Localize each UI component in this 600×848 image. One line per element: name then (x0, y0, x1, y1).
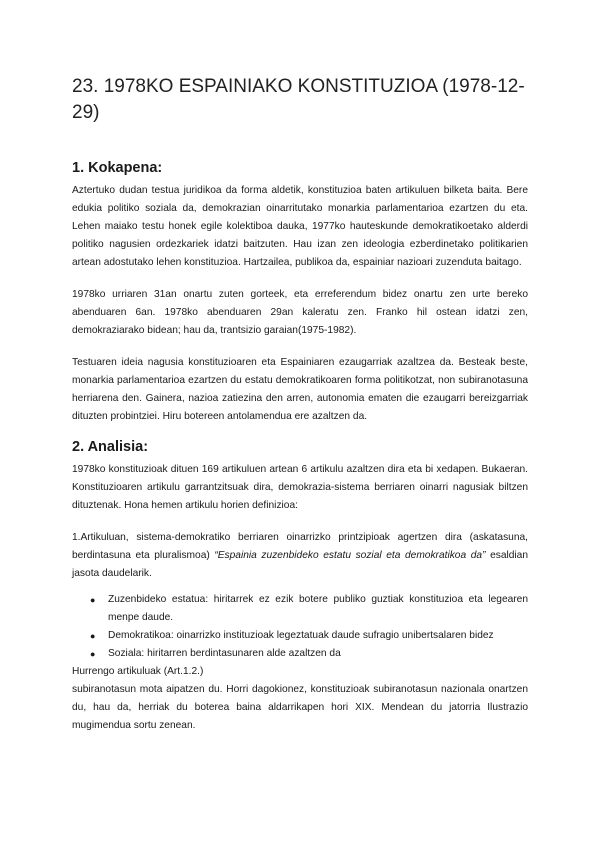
paragraph-analisia-sovereignty: subiranotasun mota aipatzen du. Horri dagokionez, konstituzioak subiranotasun nazionala onartzen du, hau da, herriak du boterea baina aldarrikapen hori XIX. Mendean du jatorria Ilustrazio mugimendua sortu zenean. (72, 684, 528, 731)
paragraph-analisia-1: 1978ko konstituzioak dituen 169 artikuluen artean 6 artikulu azaltzen dira eta bi xedapen. Bukaeran. Konstituzioaren artikulu garrantzitsuak dira, demokrazia-sistema berriaren oinarri nagusiak biltzen dituztenak. Hona hemen artikulu horien definizioa: (72, 464, 528, 511)
paragraph-kokapena-3: Testuaren ideia nagusia konstituzioaren eta Espainiaren ezaugarriak azaltzea da. Besteak beste, monarkia parlamentarioa ezartzen du estatu demokratikoaren forma politikotzat, non subiranotasuna herriarena den. Gainera, nazioa zatiezina den arren, autonomia ematen die ezaugarri bereizgarriak dituzten probintziei. Hiru botereen antolamendua ere azaltzen da. (72, 357, 528, 422)
article1-quote: “Espainia zuzenbideko estatu sozial eta demokratikoa da” (214, 550, 486, 561)
paragraph-analisia-article1 (72, 529, 528, 583)
bullet-icon: ● (90, 595, 96, 605)
bullet-icon: ● (90, 631, 96, 641)
list-item: ● Soziala: hiritarren berdintasunaren alde azaltzen da (72, 645, 528, 663)
section-heading-kokapena: 1. Kokapena: (72, 160, 163, 176)
list-item: ● Zuzenbideko estatua: hiritarrek ez ezik botere publiko guztiak konstituzioa eta legearen menpe daude. (72, 591, 528, 627)
bullet-icon: ● (90, 649, 96, 659)
article1-text-start: 1.Artikuluan, sistema-demokratiko berriaren oinarrizko printzipioak agertzen dira (askatasuna, berdintasuna eta pluralismoa) (72, 532, 528, 561)
paragraph-kokapena-1: Aztertuko dudan testua juridikoa da forma aldetik, konstituzioa baten artikuluen bilketa baita. Bere edukia politiko soziala da, demokrazian oinarritutako monarkia parlamentarioa ezartzen du eta. Lehen maiako testu honek egile kolektiboa dauka, 1977ko hauteskunde demokratikoetako alderdi politiko nagusien ordezkariek idatzi baitzuten. Hau izan zen ideologia ezberdinetako politikarien artean adostutako lehen konstituzioa. Hartzailea, publikoa da, espainiar nazioari zuzenduta baitago. (72, 185, 528, 268)
paragraph-kokapena-2: 1978ko urriaren 31an onartu zuten gorteek, eta erreferendum bidez onartu zen urte bereko abenduaren 6an. 1978ko abenduaren 29an kaleratu zen. Franko hil ostean idatzi zen, demokraziarako bidean; hau da, trantsizio garaian(1975-1982). (72, 289, 528, 336)
bullet-list (72, 591, 528, 663)
list-item: ● Demokratikoa: oinarrizko instituzioak legeztatuak daude sufragio unibertsalaren bidez (72, 627, 528, 645)
section-heading-analisia: 2. Analisia: (72, 439, 149, 455)
article1-text-end: esaldian jasota daudelarik. (72, 550, 529, 579)
next-articles-line: Hurrengo artikuluak (Art.1.2.) (72, 666, 204, 677)
document-title: 23. 1978KO ESPAINIAKO KONSTITUZIOA (1978-12-29) (72, 76, 525, 123)
